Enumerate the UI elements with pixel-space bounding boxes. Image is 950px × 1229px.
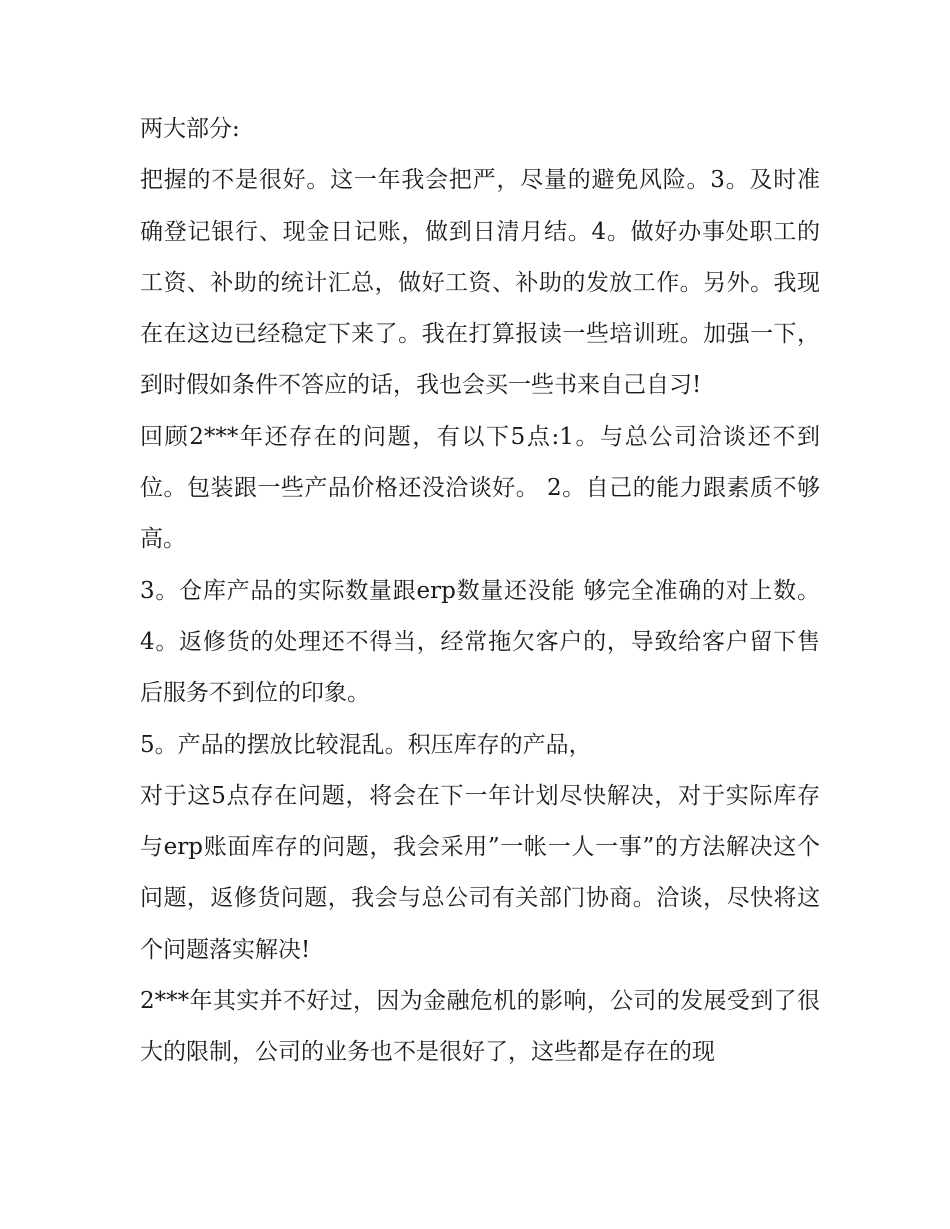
paragraph: 2***年其实并不好过，因为金融危机的影响，公司的发展受到了很大的限制，公司的业务也不是很好了，这些都是存在的现 xyxy=(140,988,820,1066)
paragraph-heading: 两大部分: xyxy=(140,116,240,142)
body-text xyxy=(140,104,820,1079)
paragraph: 对于这5点存在问题，将会在下一年计划尽快解决，对于实际库存与erp账面库存的问题，我会采用”一帐一人一事”的方法解决这个问题，返修货问题，我会与总公司有关部门协商。洽谈，尽快将这个问题落实解决! xyxy=(140,782,820,963)
paragraph: 3。仓库产品的实际数量跟erp数量还没能 够完全准确的对上数。 4。返修货的处理还不得当，经常拖欠客户的，导致给客户留下售后服务不到位的印象。 xyxy=(140,577,820,707)
paragraph: 把握的不是很好。这一年我会把严，尽量的避免风险。3。及时准确登记银行、现金日记账，做到日清月结。4。做好办事处职工的工资、补助的统计汇总，做好工资、补助的发放工作。另外。我现在在这边已经稳定下来了。我在打算报读一些培训班。加强一下，到时假如条件不答应的话，我也会买一些书来自己自习! xyxy=(140,167,820,399)
paragraph: 5。产品的摆放比较混乱。积压库存的产品， xyxy=(140,731,592,758)
paragraph: 回顾2***年还存在的问题，有以下5点:1。与总公司洽谈还不到位。包装跟一些产品价格还没洽谈好。 2。自己的能力跟素质不够高。 xyxy=(140,423,820,553)
